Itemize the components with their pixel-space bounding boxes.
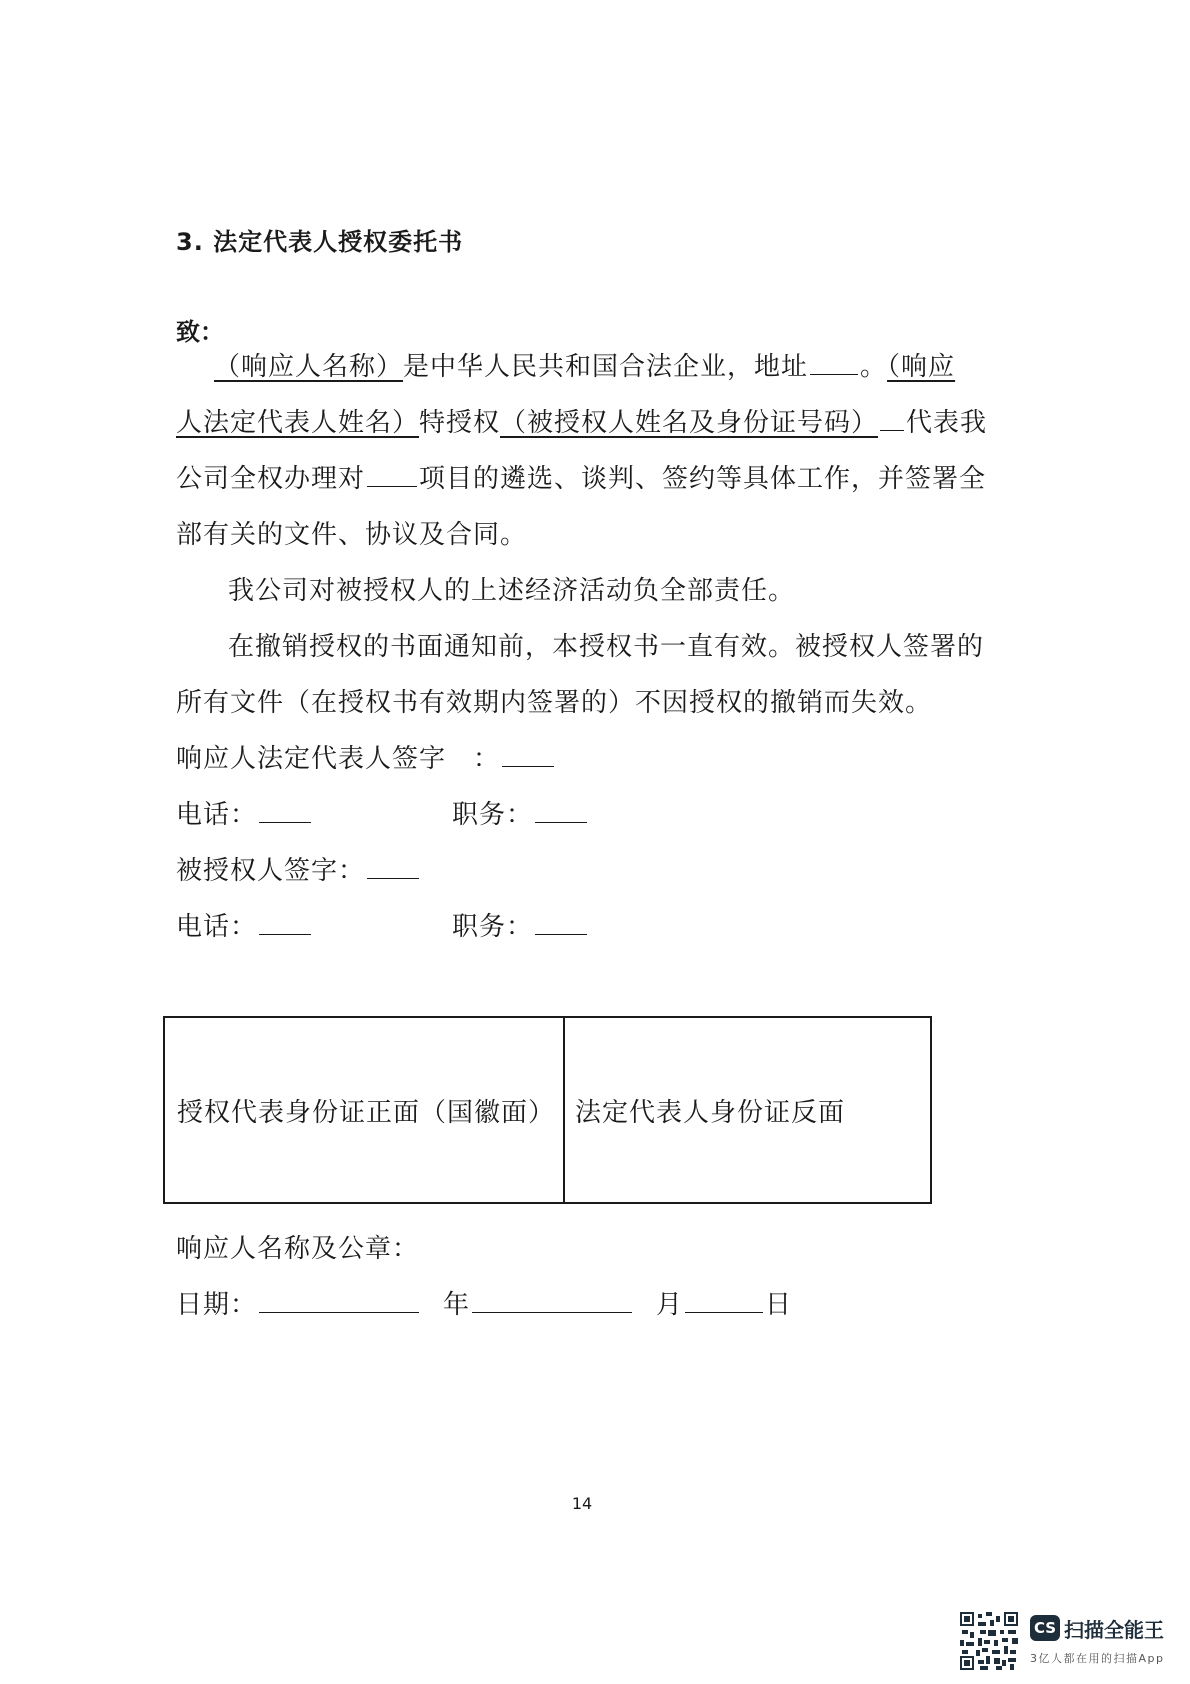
- paragraph1-line2: [176, 402, 987, 439]
- paragraph3-line2: 所有文件（在授权书有效期内签署的）不因授权的撤销而失效。: [176, 688, 933, 718]
- rep-phone-label: 电话：: [176, 800, 258, 830]
- p1-text1: 是中华人民共和国合法企业，地址: [403, 352, 809, 382]
- id-card-table: [163, 1016, 932, 1204]
- watermark-tagline: 3亿人都在用的扫描App: [1030, 1652, 1165, 1665]
- date-month-blank: [685, 1292, 763, 1313]
- p1-text5: 公司全权办理对: [176, 464, 366, 494]
- authorized-position-label: 职务：: [452, 912, 534, 942]
- authorized-blank: [880, 410, 904, 431]
- date-label: 日期：: [176, 1290, 258, 1320]
- p1-text2: 。: [860, 352, 888, 382]
- id-card-back-cell: 法定代表人身份证反面: [575, 1097, 846, 1128]
- p1-text6: 项目的遴选、谈判、签约等具体工作，并签署全: [419, 464, 987, 494]
- rep-signature-blank: [502, 746, 554, 767]
- rep-signature-label: 响应人法定代表人签字 ：: [176, 744, 501, 774]
- paragraph1-line3: [176, 458, 986, 495]
- authorized-position-line: [452, 906, 589, 943]
- authorized-person-placeholder: （被授权人姓名及身份证号码）: [500, 408, 879, 438]
- document-heading: 3. 法定代表人授权委托书: [176, 228, 464, 256]
- authorized-phone-label: 电话：: [176, 912, 258, 942]
- seal-label: 响应人名称及公章：: [176, 1234, 420, 1264]
- date-year-label: 年: [443, 1290, 471, 1320]
- date-month-label: 月: [656, 1290, 684, 1320]
- paragraph1-line1: [214, 346, 955, 383]
- addressee-label: 致：: [176, 318, 224, 346]
- respondent-name-placeholder: （响应人名称）: [214, 352, 404, 382]
- p1-text4: 代表我: [906, 408, 988, 438]
- date-year-blank: [472, 1292, 632, 1313]
- address-blank: [810, 354, 858, 375]
- authorized-phone-blank: [259, 914, 311, 935]
- scanner-watermark: [960, 1612, 1180, 1676]
- authorized-signature-label: 被授权人签字：: [176, 856, 366, 886]
- p1-text3: 特授权: [419, 408, 501, 438]
- date-day-label: 日: [765, 1290, 793, 1320]
- watermark-brand: 扫描全能王: [1064, 1618, 1164, 1642]
- rep-position-line: [452, 794, 589, 831]
- legal-rep-placeholder-part2: 人法定代表人姓名）: [176, 408, 420, 438]
- qr-code-icon: [960, 1612, 1018, 1670]
- legal-rep-placeholder-part1: （响应: [887, 352, 956, 382]
- rep-phone-line: [176, 794, 313, 831]
- paragraph1-line4: 部有关的文件、协议及合同。: [176, 520, 528, 550]
- camscanner-logo: CS: [1030, 1615, 1060, 1641]
- paragraph2: 我公司对被授权人的上述经济活动负全部责任。: [228, 576, 796, 606]
- rep-phone-blank: [259, 802, 311, 823]
- rep-position-blank: [535, 802, 587, 823]
- rep-signature-line: [176, 738, 556, 775]
- rep-position-label: 职务：: [452, 800, 534, 830]
- authorized-phone-line: [176, 906, 313, 943]
- id-card-front-cell: 授权代表身份证正面（国徽面）: [165, 1018, 565, 1202]
- date-day-blank: [259, 1292, 419, 1313]
- date-line: [176, 1284, 792, 1321]
- authorized-signature-blank: [367, 858, 419, 879]
- authorized-signature-line: [176, 850, 421, 887]
- paragraph3-line1: 在撤销授权的书面通知前，本授权书一直有效。被授权人签署的: [228, 632, 985, 662]
- project-blank: [367, 466, 417, 487]
- authorized-position-blank: [535, 914, 587, 935]
- page-number: 14: [571, 1494, 593, 1513]
